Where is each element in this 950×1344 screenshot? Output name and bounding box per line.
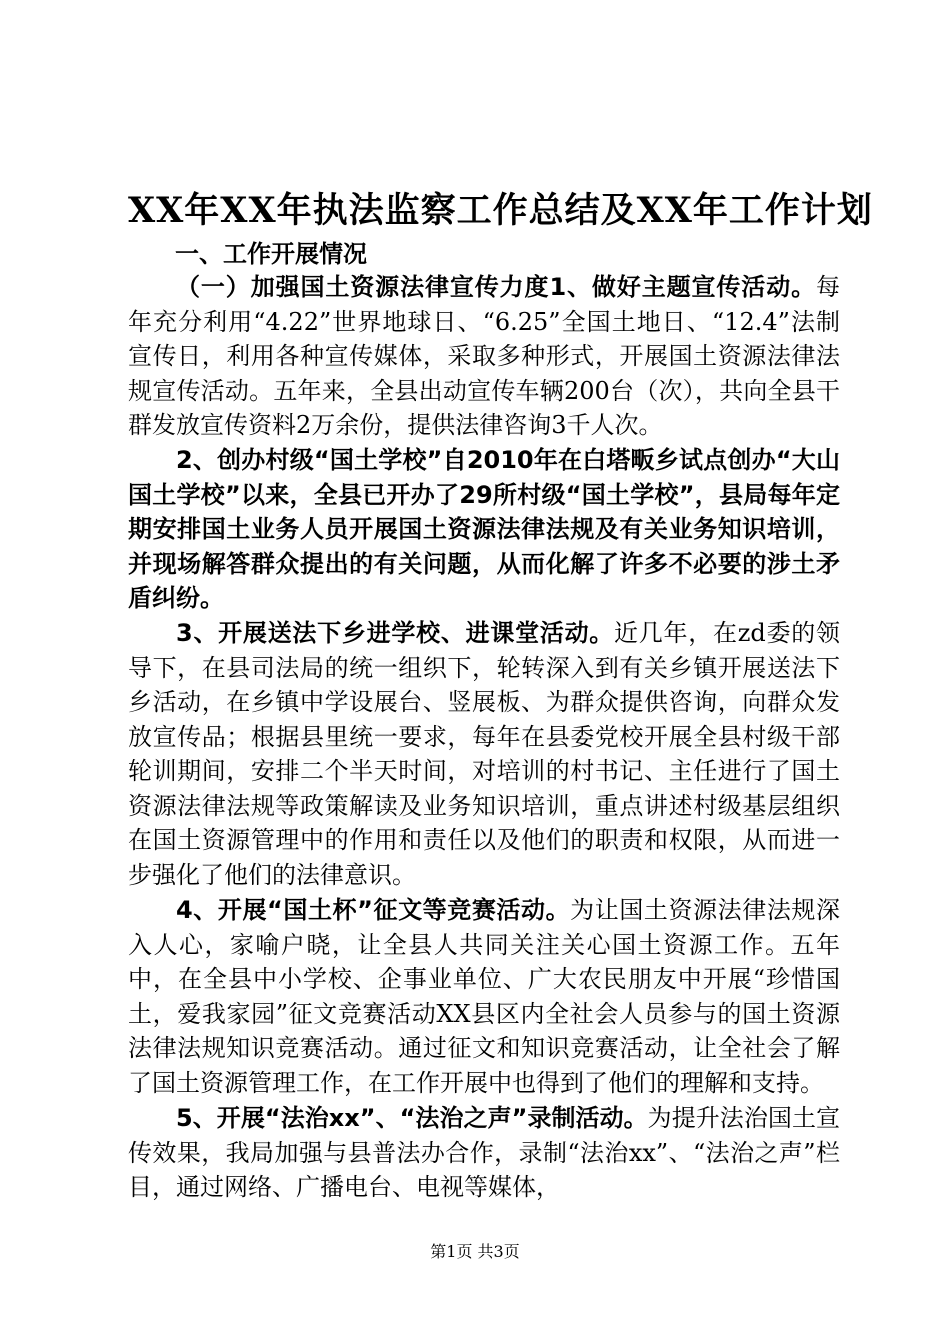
paragraph-3-lead: 3、开展送法下乡进学校、进课堂活动。 — [176, 619, 615, 647]
paragraph-1 — [128, 270, 840, 443]
section-heading: 一、工作开展情况 — [175, 240, 367, 268]
paragraph-5-body: 为提升法治国土宣传效果，我局加强与县普法办合作，录制“法治xx”、“法治之声”栏目，通过网络、广播电台、电视等媒体， — [128, 1104, 840, 1201]
paragraph-3-body: 近几年，在zd委的领导下，在县司法局的统一组织下，轮转深入到有关乡镇开展送法下乡活动，在乡镇中学设展台、竖展板、为群众提供咨询，向群众发放宣传品；根据县里统一要求，每年在县委党校开展全县村级干部轮训期间，安排二个半天时间，对培训的村书记、主任进行了国土资源法律法规等政策解读及业务知识培训，重点讲述村级基层组织在国土资源管理中的作用和责任以及他们的职责和权限，从而进一步强化了他们的法律意识。 — [128, 619, 840, 889]
paragraph-5 — [128, 1101, 840, 1205]
document-title: XX年XX年执法监察工作总结及XX年工作计划 — [128, 190, 873, 231]
page-footer: 第1页 共3页 — [430, 1242, 520, 1261]
paragraph-3 — [128, 616, 840, 892]
paragraph-5-lead: 5、开展“法治xx”、“法治之声”录制活动。 — [176, 1104, 648, 1132]
paragraph-1-lead: （一）加强国土资源法律宣传力度1、做好主题宣传活动。 — [176, 273, 816, 301]
paragraph-2-lead: 2、创办村级“国土学校”自2010年在白塔畈乡试点创办“大山国土学校”以来，全县已开办了29所村级“国土学校”，县局每年定期安排国土业务人员开展国土资源法律法规及有关业务知识培训，并现场解答群众提出的有关问题，从而化解了许多不必要的涉土矛盾纠纷。 — [128, 446, 840, 612]
paragraph-4-body: 为让国土资源法律法规深入人心，家喻户晓，让全县人共同关注关心国土资源工作。五年中，在全县中小学校、企事业单位、广大农民朋友中开展“珍惜国土，爱我家园”征文竞赛活动XX县区内全社会人员参与的国土资源法律法规知识竞赛活动。通过征文和知识竞赛活动，让全社会了解了国土资源管理工作，在工作开展中也得到了他们的理解和支持。 — [128, 896, 841, 1097]
paragraph-2 — [128, 443, 840, 616]
paragraph-4 — [128, 893, 840, 1100]
paragraph-1-body: 每年充分利用“4.22”世界地球日、“6.25”全国土地日、“12.4”法制宣传日，利用各种宣传媒体，采取多种形式，开展国土资源法律法规宣传活动。五年来，全县出动宣传车辆200台（次），共向全县干群发放宣传资料2万余份，提供法律咨询3千人次。 — [128, 273, 840, 439]
paragraph-4-lead: 4、开展“国土杯”征文等竞赛活动。 — [176, 896, 571, 924]
